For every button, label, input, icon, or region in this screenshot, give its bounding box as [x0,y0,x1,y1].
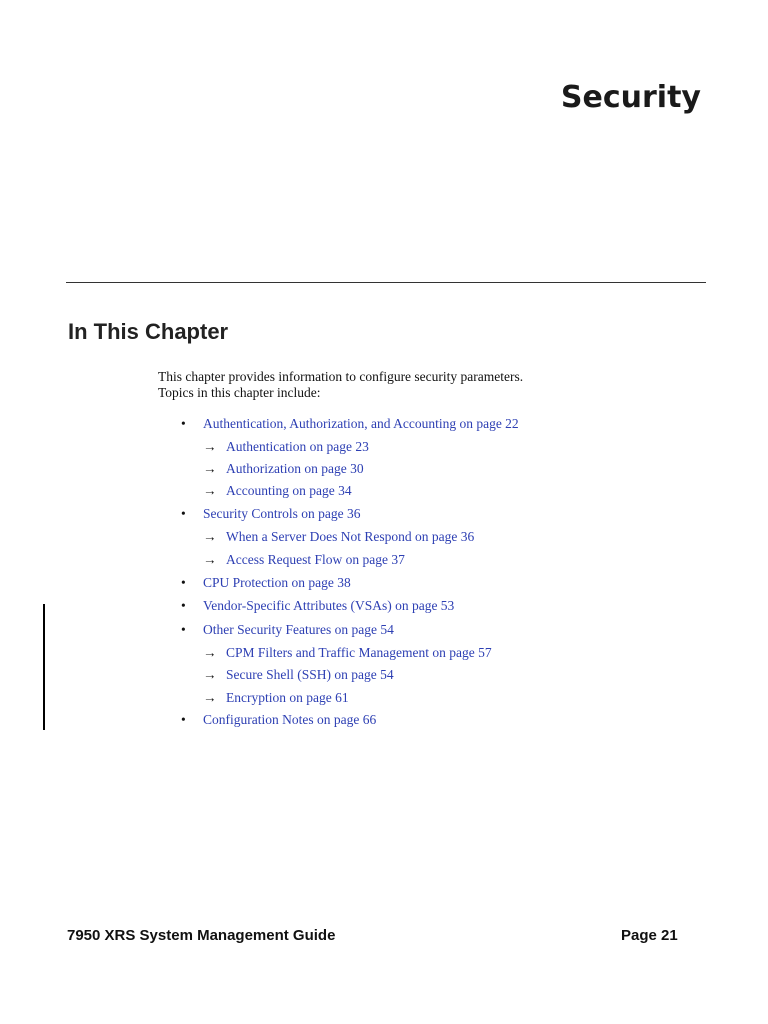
topic-link[interactable]: Authentication on page 23 [226,439,369,454]
topic-link[interactable]: Access Request Flow on page 37 [226,552,405,567]
bullet-icon: • [181,506,186,521]
arrow-right-icon: → [203,667,217,682]
topic-link[interactable]: Configuration Notes on page 66 [203,712,377,727]
topic-link[interactable]: CPU Protection on page 38 [203,575,351,590]
footer-guide-title: 7950 XRS System Management Guide [67,927,336,944]
bullet-icon: • [181,575,186,590]
topic-link[interactable]: Vendor-Specific Attributes (VSAs) on page 53 [203,598,455,613]
topic-link[interactable]: Encryption on page 61 [226,690,349,705]
bullet-icon: • [181,622,186,637]
section-title: In This Chapter [68,319,229,344]
bullet-icon: • [181,712,186,727]
bullet-icon: • [181,598,186,613]
arrow-right-icon: → [203,483,217,498]
arrow-right-icon: → [203,690,217,705]
arrow-right-icon: → [203,439,217,454]
intro-line: This chapter provides information to configure security parameters. [158,369,524,384]
topic-link[interactable]: CPM Filters and Traffic Management on page 57 [226,645,492,660]
topic-link[interactable]: When a Server Does Not Respond on page 36 [226,529,475,544]
arrow-right-icon: → [203,645,217,660]
footer-page-number: Page 21 [621,927,678,944]
chapter-title: Security [560,80,701,115]
bullet-icon: • [181,416,186,431]
topic-link[interactable]: Security Controls on page 36 [203,506,361,521]
arrow-right-icon: → [203,552,217,567]
topic-link[interactable]: Secure Shell (SSH) on page 54 [226,667,394,682]
intro-line: Topics in this chapter include: [158,385,321,400]
topic-link[interactable]: Other Security Features on page 54 [203,622,394,637]
topic-link[interactable]: Accounting on page 34 [226,483,352,498]
arrow-right-icon: → [203,461,217,476]
topic-link[interactable]: Authentication, Authorization, and Accounting on page 22 [203,416,519,431]
topic-link[interactable]: Authorization on page 30 [226,461,364,476]
arrow-right-icon: → [203,529,217,544]
